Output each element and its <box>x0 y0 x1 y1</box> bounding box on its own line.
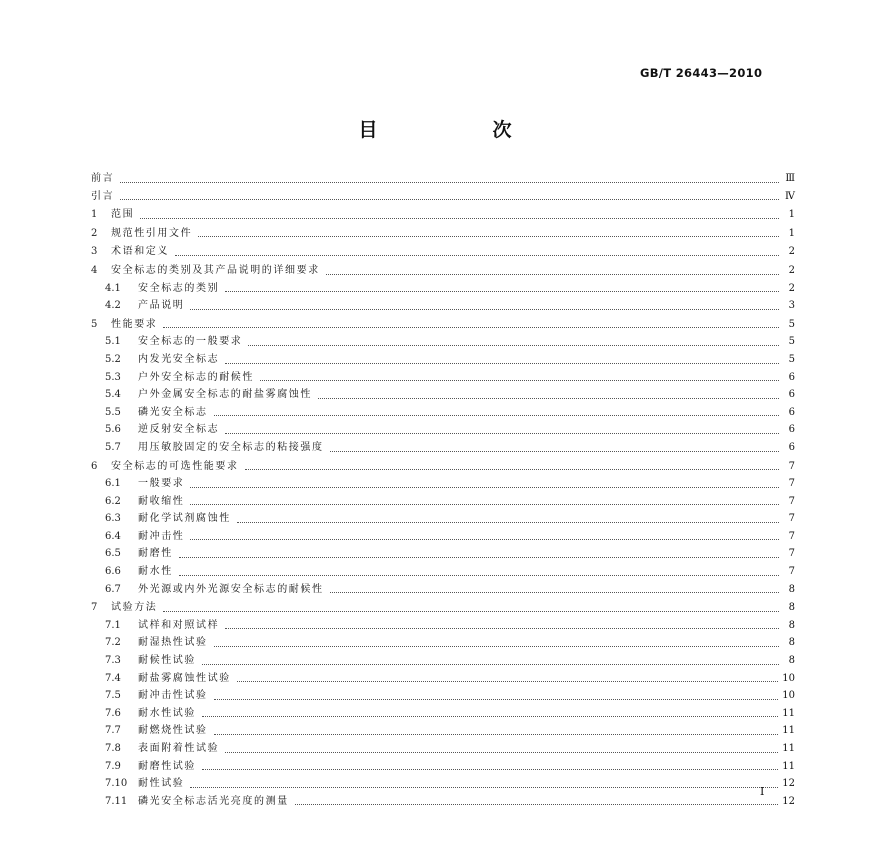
toc-entry-number: 1 <box>91 209 98 221</box>
toc-entry[interactable] <box>91 386 795 404</box>
toc-entry[interactable] <box>91 581 795 599</box>
toc-entry-number: 5.4 <box>105 389 121 401</box>
toc-entry-page: 11 <box>782 725 795 737</box>
toc-dot-leader <box>225 291 779 292</box>
toc-entry-page: 7 <box>788 566 795 578</box>
toc-dot-leader <box>140 218 779 219</box>
toc-dot-leader <box>202 716 778 717</box>
toc-entry-number: 7.1 <box>105 619 121 631</box>
toc-dot-leader <box>214 699 779 700</box>
toc-dot-leader <box>214 646 779 647</box>
toc-entry[interactable] <box>91 634 795 652</box>
toc-entry-page: 8 <box>788 583 795 595</box>
toc-entry[interactable] <box>91 188 795 206</box>
toc-dot-leader <box>225 363 779 364</box>
toc-dot-leader <box>214 415 779 416</box>
toc-entry-number: 5.6 <box>105 424 121 436</box>
toc-entry-label: 耐磨性试验 <box>138 760 196 772</box>
toc-entry-label: 户外安全标志的耐候性 <box>138 371 254 383</box>
toc-entry-page: 7 <box>788 478 795 490</box>
toc-dot-leader <box>295 804 778 805</box>
toc-entry-number: 5.2 <box>105 353 121 365</box>
toc-dot-leader <box>245 469 779 470</box>
toc-entry-page: 8 <box>788 655 795 667</box>
toc-dot-leader <box>248 345 779 346</box>
toc-entry-label: 耐性试验 <box>138 778 185 790</box>
toc-entry-number: 7.3 <box>105 655 121 667</box>
toc-entry-label: 耐冲击性 <box>138 530 185 542</box>
toc-entry-number: 6.7 <box>105 583 121 595</box>
toc-dot-leader <box>237 522 779 523</box>
toc-entry-number: 6.1 <box>105 478 121 490</box>
toc-entry[interactable] <box>91 262 795 280</box>
toc-dot-leader <box>326 274 779 275</box>
toc-entry-label: 表面附着性试验 <box>138 743 220 754</box>
toc-entry-page: 6 <box>788 371 795 383</box>
toc-entry-page: 2 <box>788 282 795 294</box>
toc-entry-label: 试验方法 <box>111 602 158 614</box>
toc-entry-page: 11 <box>782 760 795 772</box>
toc-entry-number: 7.6 <box>105 707 121 719</box>
toc-entry-number: 4.2 <box>105 300 121 312</box>
toc-entry[interactable] <box>91 206 795 224</box>
toc-entry[interactable] <box>91 793 795 811</box>
toc-entry[interactable] <box>91 225 795 243</box>
toc-entry[interactable] <box>91 722 795 740</box>
toc-entry-page: 8 <box>788 602 795 614</box>
toc-entry-page: 5 <box>788 336 795 348</box>
toc-entry[interactable] <box>91 775 795 793</box>
toc-dot-leader <box>214 734 779 735</box>
toc-dot-leader <box>175 255 779 256</box>
toc-entry-label: 耐盐雾腐蚀性试验 <box>138 672 231 684</box>
page-folio: Ⅰ <box>760 785 765 798</box>
toc-entry-label: 用压敏胶固定的安全标志的粘接强度 <box>138 441 324 453</box>
toc-entry-number: 5.5 <box>105 406 121 418</box>
toc-entry-label: 一般要求 <box>138 478 185 490</box>
toc-entry-label: 耐湿热性试验 <box>138 637 208 649</box>
toc-entry[interactable] <box>91 421 795 439</box>
toc-dot-leader <box>190 487 779 488</box>
toc-entry-page: 6 <box>788 441 795 453</box>
toc-entry-label: 产品说明 <box>138 300 185 312</box>
toc-dot-leader <box>190 787 778 788</box>
toc-entry-number: 7.11 <box>105 795 128 807</box>
toc-entry-page: Ⅲ <box>785 173 795 184</box>
toc-entry-page: 2 <box>788 246 795 258</box>
toc-entry[interactable] <box>91 333 795 351</box>
toc-entry-page: 8 <box>788 637 795 649</box>
toc-entry-label: 规范性引用文件 <box>111 227 193 239</box>
toc-entry-label: 性能要求 <box>111 318 158 330</box>
toc-entry-label: 外光源或内外光源安全标志的耐候性 <box>138 583 324 595</box>
toc-entry-label: 耐水性试验 <box>138 707 196 719</box>
toc-entry-number: 5.1 <box>105 336 121 348</box>
toc-entry-number: 4.1 <box>105 282 121 294</box>
toc-entry-label: 耐燃烧性试验 <box>138 725 208 737</box>
toc-entry-label: 磷光安全标志 <box>138 406 208 418</box>
toc-entry[interactable] <box>91 599 795 617</box>
toc-entry-page: 12 <box>782 778 795 790</box>
toc-dot-leader <box>198 236 779 237</box>
toc-dot-leader <box>318 398 779 399</box>
toc-entry-page: 5 <box>788 353 795 365</box>
toc-dot-leader <box>190 309 779 310</box>
toc-entry-label: 耐化学试剂腐蚀性 <box>138 513 231 525</box>
toc-entry-page: 7 <box>788 513 795 525</box>
toc-entry-page: 7 <box>788 530 795 542</box>
toc-entry-label: 范围 <box>111 209 135 221</box>
toc-dot-leader <box>202 769 778 770</box>
toc-entry[interactable] <box>91 687 795 705</box>
toc-dot-leader <box>225 433 779 434</box>
toc-entry-number: 7.9 <box>105 760 121 772</box>
toc-entry-page: Ⅳ <box>785 190 795 202</box>
toc-entry-number: 6.4 <box>105 530 121 542</box>
toc-entry-page: 7 <box>788 460 795 472</box>
toc-entry[interactable] <box>91 351 795 369</box>
toc-entry-label: 磷光安全标志活光亮度的测量 <box>138 795 289 807</box>
toc-dot-leader <box>179 575 779 576</box>
toc-entry-number: 2 <box>91 227 98 239</box>
toc-entry[interactable] <box>91 705 795 723</box>
toc-entry-number: 6 <box>91 460 98 472</box>
toc-entry-label: 耐水性 <box>138 566 173 578</box>
toc-entry[interactable] <box>91 458 795 476</box>
toc-entry-label: 耐候性试验 <box>138 655 196 667</box>
toc-entry-label: 户外金属安全标志的耐盐雾腐蚀性 <box>138 389 312 401</box>
toc-entry[interactable] <box>91 758 795 776</box>
toc-entry-number: 4 <box>91 264 98 276</box>
toc-entry[interactable] <box>91 297 795 315</box>
toc-dot-leader <box>190 504 779 505</box>
toc-entry[interactable] <box>91 670 795 688</box>
toc-entry-number: 7.7 <box>105 725 121 737</box>
toc-entry-page: 11 <box>782 743 795 754</box>
toc-entry-label: 耐收缩性 <box>138 495 185 507</box>
toc-dot-leader <box>120 199 779 200</box>
toc-entry[interactable] <box>91 280 795 298</box>
table-of-contents <box>91 170 795 810</box>
toc-entry-page: 12 <box>782 795 795 807</box>
toc-entry[interactable] <box>91 563 795 581</box>
toc-entry-number: 5.7 <box>105 441 121 453</box>
toc-entry[interactable] <box>91 545 795 563</box>
toc-entry-label: 耐冲击性试验 <box>138 690 208 702</box>
toc-entry-number: 7.8 <box>105 743 121 754</box>
toc-entry-page: 1 <box>788 209 795 221</box>
toc-entry-page: 11 <box>782 707 795 719</box>
toc-entry-label: 安全标志的可选性能要求 <box>111 460 239 472</box>
toc-entry[interactable] <box>91 404 795 422</box>
toc-entry[interactable] <box>91 439 795 457</box>
toc-dot-leader <box>163 611 779 612</box>
toc-dot-leader <box>179 557 779 558</box>
toc-dot-leader <box>330 592 779 593</box>
toc-entry-number: 6.5 <box>105 548 121 560</box>
toc-entry-page: 3 <box>788 300 795 312</box>
toc-entry-page: 6 <box>788 406 795 418</box>
toc-entry-label: 安全标志的类别及其产品说明的详细要求 <box>111 264 320 276</box>
toc-entry-number: 7 <box>91 602 98 614</box>
toc-entry-label: 内发光安全标志 <box>138 353 220 365</box>
toc-entry-label: 前言 <box>91 173 115 184</box>
toc-entry-page: 6 <box>788 424 795 436</box>
toc-entry-page: 10 <box>782 672 795 684</box>
toc-entry-page: 1 <box>788 227 795 239</box>
toc-entry-number: 5 <box>91 318 98 330</box>
page-title: 目 次 <box>358 119 560 141</box>
toc-entry-number: 7.2 <box>105 637 121 649</box>
toc-entry-page: 7 <box>788 548 795 560</box>
toc-entry[interactable] <box>91 652 795 670</box>
toc-entry-label: 安全标志的一般要求 <box>138 336 243 348</box>
toc-entry-label: 试样和对照试样 <box>138 619 220 631</box>
toc-dot-leader <box>237 681 778 682</box>
toc-dot-leader <box>190 539 779 540</box>
toc-entry[interactable] <box>91 475 795 493</box>
toc-entry[interactable] <box>91 170 795 188</box>
toc-dot-leader <box>330 451 779 452</box>
toc-entry-page: 5 <box>788 318 795 330</box>
toc-entry-page: 10 <box>782 690 795 702</box>
toc-entry[interactable] <box>91 316 795 334</box>
toc-entry-page: 8 <box>788 619 795 631</box>
toc-entry[interactable] <box>91 243 795 261</box>
toc-entry-label: 耐磨性 <box>138 548 173 560</box>
toc-entry-number: 6.2 <box>105 495 121 507</box>
toc-dot-leader <box>202 664 779 665</box>
toc-entry-number: 7.10 <box>105 778 128 790</box>
toc-entry-number: 6.3 <box>105 513 121 525</box>
standard-code: GB/T 26443—2010 <box>640 66 763 80</box>
toc-entry[interactable] <box>91 510 795 528</box>
toc-entry[interactable] <box>91 617 795 635</box>
toc-entry[interactable] <box>91 369 795 387</box>
toc-entry-label: 术语和定义 <box>111 246 169 258</box>
toc-entry-number: 6.6 <box>105 566 121 578</box>
toc-dot-leader <box>225 628 779 629</box>
toc-dot-leader <box>163 327 779 328</box>
toc-entry-page: 6 <box>788 389 795 401</box>
toc-entry-number: 7.5 <box>105 690 121 702</box>
toc-entry-page: 2 <box>788 264 795 276</box>
toc-entry-label: 安全标志的类别 <box>138 282 220 294</box>
toc-entry[interactable] <box>91 493 795 511</box>
toc-entry-number: 7.4 <box>105 672 121 684</box>
toc-entry-label: 逆反射安全标志 <box>138 424 220 436</box>
toc-dot-leader <box>225 752 778 753</box>
toc-dot-leader <box>260 380 779 381</box>
toc-dot-leader <box>120 182 779 183</box>
toc-entry-page: 7 <box>788 495 795 507</box>
toc-entry-number: 3 <box>91 246 98 258</box>
toc-entry-label: 引言 <box>91 190 115 202</box>
toc-entry-number: 5.3 <box>105 371 121 383</box>
toc-entry[interactable] <box>91 528 795 546</box>
toc-entry[interactable] <box>91 740 795 758</box>
